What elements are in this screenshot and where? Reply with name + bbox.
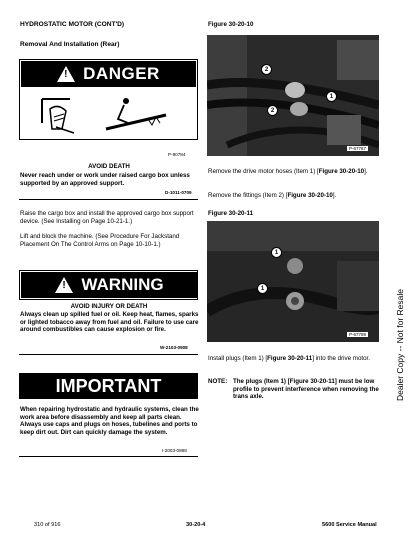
divider	[19, 456, 198, 457]
section-subheader: Removal And Installation (Rear)	[20, 41, 120, 48]
danger-title: AVOID DEATH	[88, 163, 130, 170]
figure-title: Figure 30-20-10	[208, 21, 254, 28]
warning-triangle-icon	[55, 277, 73, 293]
figure-ref: P-67787	[349, 146, 367, 151]
callout-2: 2	[261, 64, 272, 75]
danger-label: DANGER	[83, 64, 160, 83]
figure-title: Figure 30-20-11	[208, 210, 254, 217]
figure-link[interactable]: Figure 30-20-11	[267, 355, 313, 362]
figure-link[interactable]: Figure 30-20-10	[287, 192, 333, 199]
important-code: I-2003-0888	[162, 448, 187, 453]
dealer-copy-watermark: Dealer Copy -- Not for Resale	[395, 289, 405, 401]
step-1: Remove the drive motor hoses (Item 1) [Figure 30-20-10].	[208, 168, 368, 175]
step-3: Install plugs (Item 1) [Figure 30-20-11] into the drive motor.	[208, 355, 370, 362]
warning-code: W-2103-0508	[160, 345, 188, 350]
divider	[19, 199, 198, 200]
important-banner	[19, 373, 198, 399]
paragraph-1: Raise the cargo box and install the approved cargo box support device. (See Installing on Page 10-21-1.)	[20, 210, 194, 225]
warning-triangle-icon	[57, 66, 75, 82]
danger-code: D-1011-0709	[165, 190, 192, 195]
figure-link[interactable]: Figure 30-20-10	[318, 168, 365, 175]
step-2: Remove the fittings (Item 2) [Figure 30-20-10].	[208, 192, 337, 199]
figure-ref: P-67789	[349, 332, 367, 337]
callout-1: 1	[271, 247, 282, 258]
danger-ref: P-90784	[168, 152, 186, 157]
danger-banner	[21, 61, 196, 87]
warning-text: Always clean up spilled fuel or oil. Keep heat, flames, sparks or lighted tobacco away from fuel and oil. Failure to use care around combustibles can cause explosion or fire.	[20, 311, 199, 334]
danger-text: Never reach under or work under raised cargo box unless supported by an approved support.	[20, 172, 190, 187]
figure-photo	[207, 35, 379, 156]
warning-label: WARNING	[81, 275, 164, 294]
section-header: HYDROSTATIC MOTOR (CONT'D)	[20, 21, 125, 28]
callout-1: 1	[326, 91, 337, 102]
page-count: 310 of 916	[34, 522, 61, 528]
divider	[19, 354, 198, 355]
important-text: When repairing hydrostatic and hydraulic systems, clean the work area before disassembly and keep all parts clean. Always use caps and plugs on hoses, tubelines and ports to keep dirt out. Dirt can quickly damage the system.	[20, 406, 199, 436]
manual-title: 5600 Service Manual	[322, 522, 377, 528]
callout-1: 1	[257, 283, 268, 294]
warning-title: AVOID INJURY OR DEATH	[70, 303, 148, 310]
warning-banner	[21, 272, 198, 298]
figure-photo	[207, 221, 379, 342]
important-label: IMPORTANT	[55, 375, 162, 396]
page-number: 30-20-4	[186, 522, 206, 528]
danger-pictogram	[36, 93, 176, 137]
paragraph-2: Lift and block the machine. (See Procedure For Jackstand Placement On The Control Arms on Page 10-10-1.)	[20, 233, 180, 248]
note-label: NOTE:	[208, 378, 228, 385]
callout-2: 2	[267, 105, 278, 116]
note-text: The plugs (Item 1) [Figure 30-20-11] must be low profile to prevent interference when removing the trans axle.	[233, 378, 379, 401]
